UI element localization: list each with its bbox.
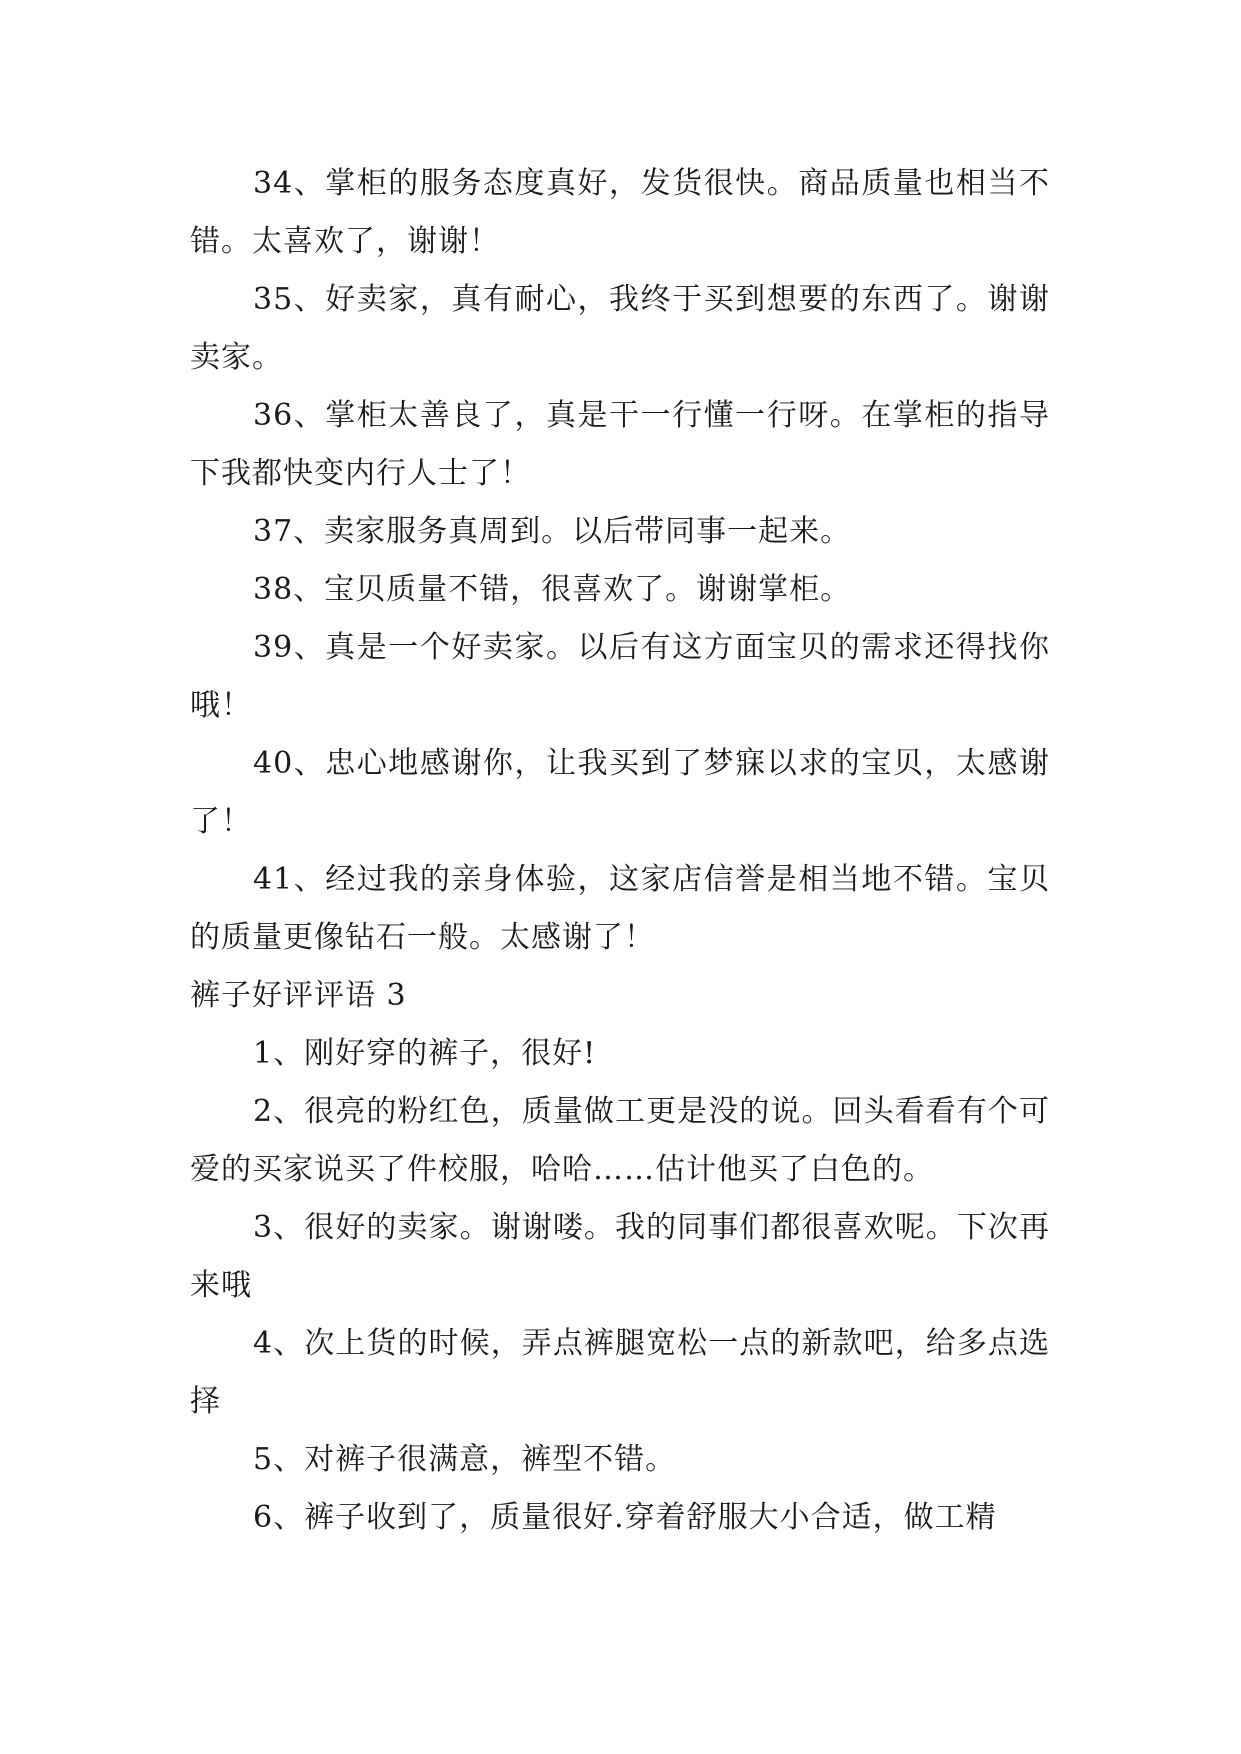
pants-review-4: 4、次上货的时候，弄点裤腿宽松一点的新款吧，给多点选择	[190, 1326, 1050, 1419]
review-paragraph-41: 41、经过我的亲身体验，这家店信誉是相当地不错。宝贝的质量更像钻石一般。太感谢了！	[190, 862, 1050, 955]
document-body	[190, 155, 1050, 1547]
review-paragraph-38: 38、宝贝质量不错，很喜欢了。谢谢掌柜。	[253, 572, 852, 607]
review-paragraph-40: 40、忠心地感谢你，让我买到了梦寐以求的宝贝，太感谢了！	[190, 746, 1050, 839]
review-paragraph-39: 39、真是一个好卖家。以后有这方面宝贝的需求还得找你哦！	[190, 630, 1050, 723]
review-paragraph-35: 35、好卖家，真有耐心，我终于买到想要的东西了。谢谢卖家。	[190, 282, 1050, 375]
review-paragraph-37: 37、卖家服务真周到。以后带同事一起来。	[253, 514, 852, 549]
pants-review-6: 6、裤子收到了，质量很好.穿着舒服大小合适，做工精	[253, 1500, 997, 1535]
pants-review-2: 2、很亮的粉红色，质量做工更是没的说。回头看看有个可爱的买家说买了件校服，哈哈……估计他买了白色的。	[190, 1094, 1050, 1187]
review-paragraph-34: 34、掌柜的服务态度真好，发货很快。商品质量也相当不错。太喜欢了，谢谢！	[190, 166, 1050, 259]
section-heading: 裤子好评评语 3	[190, 978, 407, 1013]
pants-review-3: 3、很好的卖家。谢谢喽。我的同事们都很喜欢呢。下次再来哦	[190, 1210, 1050, 1303]
pants-review-5: 5、对裤子很满意，裤型不错。	[253, 1442, 677, 1477]
pants-review-1: 1、刚好穿的裤子，很好!	[253, 1036, 597, 1071]
review-paragraph-36: 36、掌柜太善良了，真是干一行懂一行呀。在掌柜的指导下我都快变内行人士了！	[190, 398, 1050, 491]
